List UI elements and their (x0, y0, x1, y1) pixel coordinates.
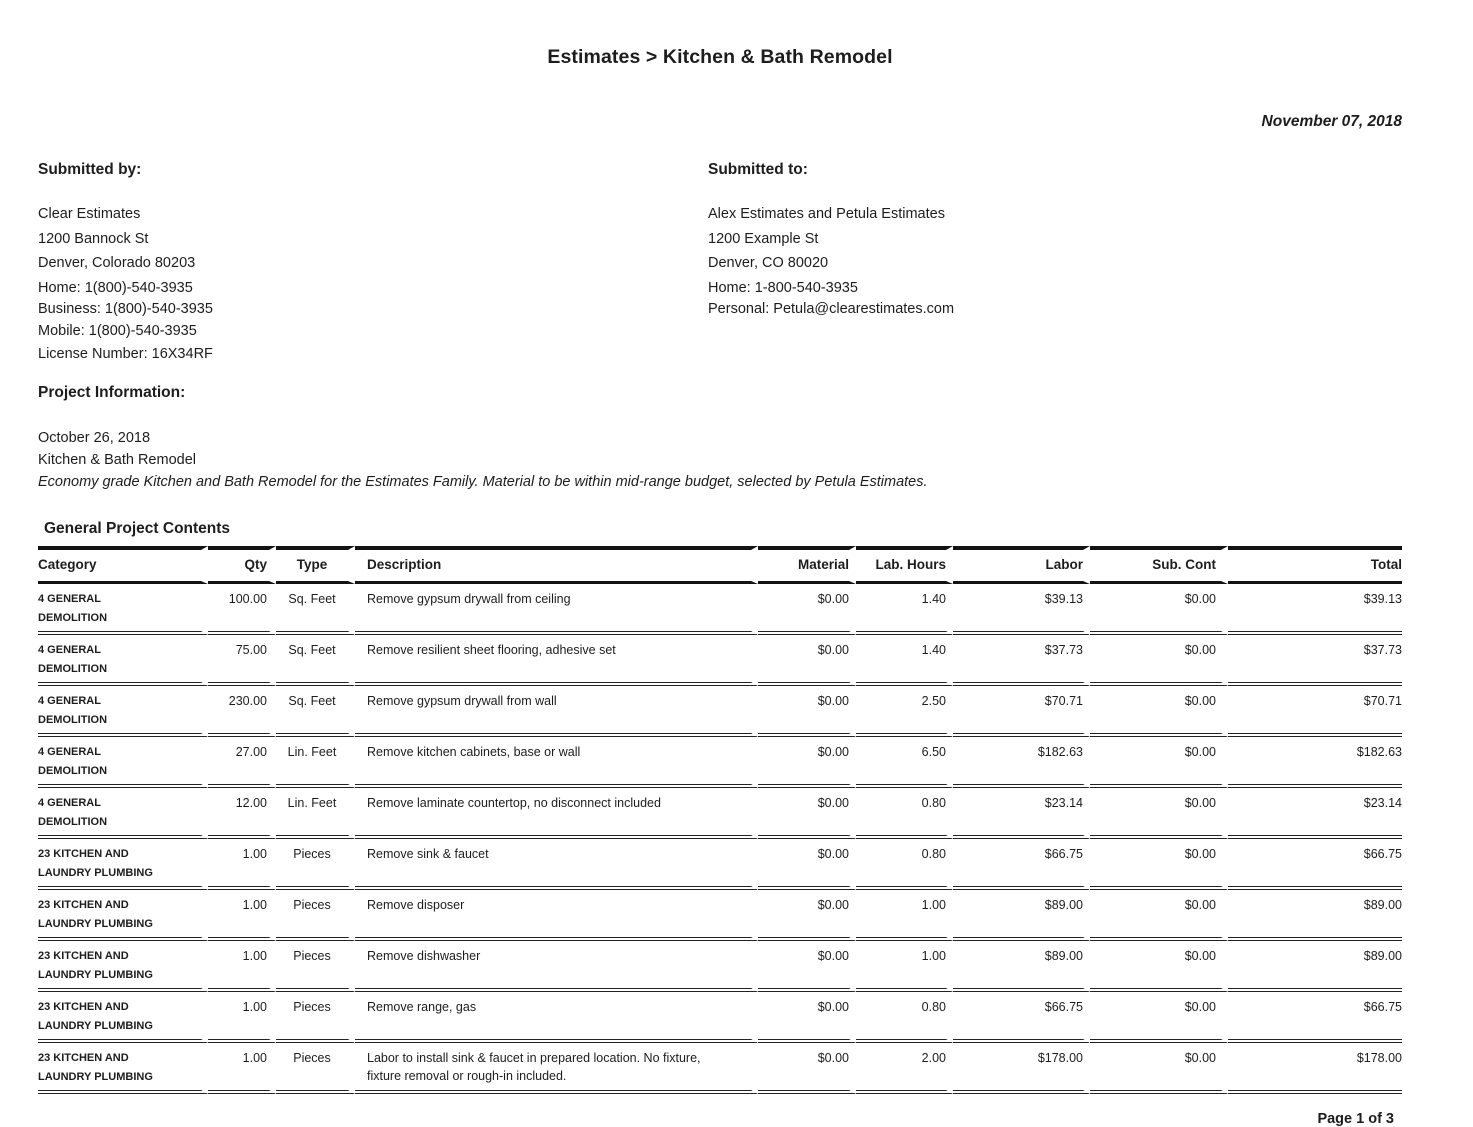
cell-description: Remove resilient sheet flooring, adhesive set (355, 635, 758, 686)
cell-labor: $66.75 (953, 992, 1090, 1043)
estimate-table (38, 546, 1402, 1094)
cell-description: Remove kitchen cabinets, base or wall (355, 737, 758, 788)
cell-category: 23 KITCHEN AND LAUNDRY PLUMBING (38, 890, 208, 941)
cell-type: Pieces (276, 890, 355, 941)
cell-description: Remove sink & faucet (355, 839, 758, 890)
cell-qty: 100.00 (208, 584, 276, 635)
cell-category: 23 KITCHEN AND LAUNDRY PLUMBING (38, 1043, 208, 1094)
cell-type: Sq. Feet (276, 635, 355, 686)
cell-material: $0.00 (758, 788, 856, 839)
cell-type: Pieces (276, 941, 355, 992)
cell-category: 4 GENERAL DEMOLITION (38, 584, 208, 635)
cell-sub-cont: $0.00 (1090, 992, 1228, 1043)
cell-lab-hours: 1.00 (856, 890, 953, 941)
cell-description: Remove disposer (355, 890, 758, 941)
cell-labor: $89.00 (953, 941, 1090, 992)
company-home-phone: Home: 1(800)-540-3935 (38, 279, 193, 296)
column-header-total: Total (1228, 546, 1402, 584)
cell-sub-cont: $0.00 (1090, 890, 1228, 941)
page-title: Estimates > Kitchen & Bath Remodel (547, 46, 893, 68)
cell-description: Labor to install sink & faucet in prepared location. No fixture, fixture removal or rough-in included. (355, 1043, 758, 1094)
cell-type: Pieces (276, 839, 355, 890)
cell-total: $66.75 (1228, 839, 1402, 890)
client-city-state-zip: Denver, CO 80020 (708, 255, 829, 271)
company-mobile-phone: Mobile: 1(800)-540-3935 (38, 322, 197, 339)
cell-labor: $178.00 (953, 1043, 1090, 1094)
submitted-to-heading: Submitted to: (708, 161, 808, 178)
cell-material: $0.00 (758, 839, 856, 890)
document-date: November 07, 2018 (1261, 113, 1402, 130)
cell-sub-cont: $0.00 (1090, 584, 1228, 635)
cell-qty: 1.00 (208, 941, 276, 992)
cell-category: 23 KITCHEN AND LAUNDRY PLUMBING (38, 839, 208, 890)
cell-description: Remove gypsum drywall from ceiling (355, 584, 758, 635)
cell-labor: $37.73 (953, 635, 1090, 686)
column-header-labor: Labor (953, 546, 1090, 584)
cell-total: $23.14 (1228, 788, 1402, 839)
cell-category: 4 GENERAL DEMOLITION (38, 737, 208, 788)
company-business-phone: Business: 1(800)-540-3935 (38, 301, 213, 317)
cell-type: Sq. Feet (276, 686, 355, 737)
cell-category: 23 KITCHEN AND LAUNDRY PLUMBING (38, 941, 208, 992)
cell-qty: 12.00 (208, 788, 276, 839)
column-header-category: Category (38, 546, 208, 584)
cell-labor: $89.00 (953, 890, 1090, 941)
cell-sub-cont: $0.00 (1090, 1043, 1228, 1094)
cell-type: Lin. Feet (276, 788, 355, 839)
cell-sub-cont: $0.00 (1090, 737, 1228, 788)
cell-total: $70.71 (1228, 686, 1402, 737)
company-city-state-zip: Denver, Colorado 80203 (38, 255, 196, 271)
cell-labor: $66.75 (953, 839, 1090, 890)
table-row (38, 890, 1402, 941)
company-street: 1200 Bannock St (38, 230, 149, 247)
company-contact-group (38, 278, 708, 343)
cell-lab-hours: 1.40 (856, 635, 953, 686)
cell-type: Pieces (276, 1043, 355, 1094)
column-header-description: Description (355, 546, 758, 584)
cell-lab-hours: 6.50 (856, 737, 953, 788)
cell-description: Remove dishwasher (355, 941, 758, 992)
client-name: Alex Estimates and Petula Estimates (708, 206, 945, 222)
cell-material: $0.00 (758, 941, 856, 992)
estimate-table-body (38, 584, 1402, 1094)
cell-total: $182.63 (1228, 737, 1402, 788)
cell-material: $0.00 (758, 992, 856, 1043)
cell-qty: 27.00 (208, 737, 276, 788)
cell-total: $66.75 (1228, 992, 1402, 1043)
cell-total: $37.73 (1228, 635, 1402, 686)
cell-lab-hours: 0.80 (856, 992, 953, 1043)
cell-qty: 1.00 (208, 839, 276, 890)
cell-description: Remove laminate countertop, no disconnect included (355, 788, 758, 839)
cell-labor: $70.71 (953, 686, 1090, 737)
cell-material: $0.00 (758, 686, 856, 737)
client-street: 1200 Example St (708, 230, 819, 247)
table-row (38, 992, 1402, 1043)
client-contact-group (708, 278, 1402, 321)
cell-material: $0.00 (758, 890, 856, 941)
column-header-lab-hours: Lab. Hours (856, 546, 953, 584)
cell-lab-hours: 1.00 (856, 941, 953, 992)
cell-lab-hours: 0.80 (856, 839, 953, 890)
cell-lab-hours: 2.00 (856, 1043, 953, 1094)
cell-lab-hours: 1.40 (856, 584, 953, 635)
cell-qty: 1.00 (208, 992, 276, 1043)
cell-description: Remove gypsum drywall from wall (355, 686, 758, 737)
cell-category: 23 KITCHEN AND LAUNDRY PLUMBING (38, 992, 208, 1043)
cell-category: 4 GENERAL DEMOLITION (38, 635, 208, 686)
cell-material: $0.00 (758, 584, 856, 635)
column-header-qty: Qty (208, 546, 276, 584)
table-row (38, 737, 1402, 788)
cell-sub-cont: $0.00 (1090, 635, 1228, 686)
cell-category: 4 GENERAL DEMOLITION (38, 788, 208, 839)
cell-lab-hours: 2.50 (856, 686, 953, 737)
project-description: Economy grade Kitchen and Bath Remodel for the Estimates Family. Material to be within mid-range budget, selected by Petula Estimates. (38, 474, 928, 490)
cell-qty: 230.00 (208, 686, 276, 737)
submitted-to-section (708, 161, 1402, 362)
cell-total: $89.00 (1228, 890, 1402, 941)
table-heading: General Project Contents (44, 520, 231, 537)
cell-type: Lin. Feet (276, 737, 355, 788)
cell-labor: $182.63 (953, 737, 1090, 788)
table-row (38, 788, 1402, 839)
project-information-heading: Project Information: (38, 384, 186, 401)
table-row (38, 635, 1402, 686)
table-header-row (38, 546, 1402, 584)
cell-sub-cont: $0.00 (1090, 941, 1228, 992)
column-header-sub-cont: Sub. Cont (1090, 546, 1228, 584)
cell-description: Remove range, gas (355, 992, 758, 1043)
cell-labor: $23.14 (953, 788, 1090, 839)
cell-total: $89.00 (1228, 941, 1402, 992)
cell-total: $39.13 (1228, 584, 1402, 635)
cell-sub-cont: $0.00 (1090, 839, 1228, 890)
cell-material: $0.00 (758, 635, 856, 686)
cell-material: $0.00 (758, 1043, 856, 1094)
cell-lab-hours: 0.80 (856, 788, 953, 839)
submitted-by-heading: Submitted by: (38, 161, 142, 178)
table-row (38, 686, 1402, 737)
cell-qty: 75.00 (208, 635, 276, 686)
cell-category: 4 GENERAL DEMOLITION (38, 686, 208, 737)
submitted-by-section (38, 161, 708, 362)
cell-qty: 1.00 (208, 890, 276, 941)
client-home-phone: Home: 1-800-540-3935 (708, 279, 858, 296)
column-header-type: Type (276, 546, 355, 584)
cell-material: $0.00 (758, 737, 856, 788)
table-row (38, 584, 1402, 635)
project-date: October 26, 2018 (38, 430, 151, 446)
table-row (38, 1043, 1402, 1094)
cell-sub-cont: $0.00 (1090, 788, 1228, 839)
cell-qty: 1.00 (208, 1043, 276, 1094)
project-name: Kitchen & Bath Remodel (38, 452, 196, 468)
page-number: Page 1 of 3 (1317, 1111, 1394, 1127)
column-header-material: Material (758, 546, 856, 584)
cell-type: Sq. Feet (276, 584, 355, 635)
cell-labor: $39.13 (953, 584, 1090, 635)
cell-total: $178.00 (1228, 1043, 1402, 1094)
client-email: Personal: Petula@clearestimates.com (708, 301, 955, 317)
cell-type: Pieces (276, 992, 355, 1043)
project-information-section (38, 427, 1402, 493)
parties-section (38, 161, 1402, 362)
table-row (38, 839, 1402, 890)
company-name: Clear Estimates (38, 206, 141, 222)
table-row (38, 941, 1402, 992)
cell-sub-cont: $0.00 (1090, 686, 1228, 737)
license-number: License Number: 16X34RF (38, 346, 213, 362)
